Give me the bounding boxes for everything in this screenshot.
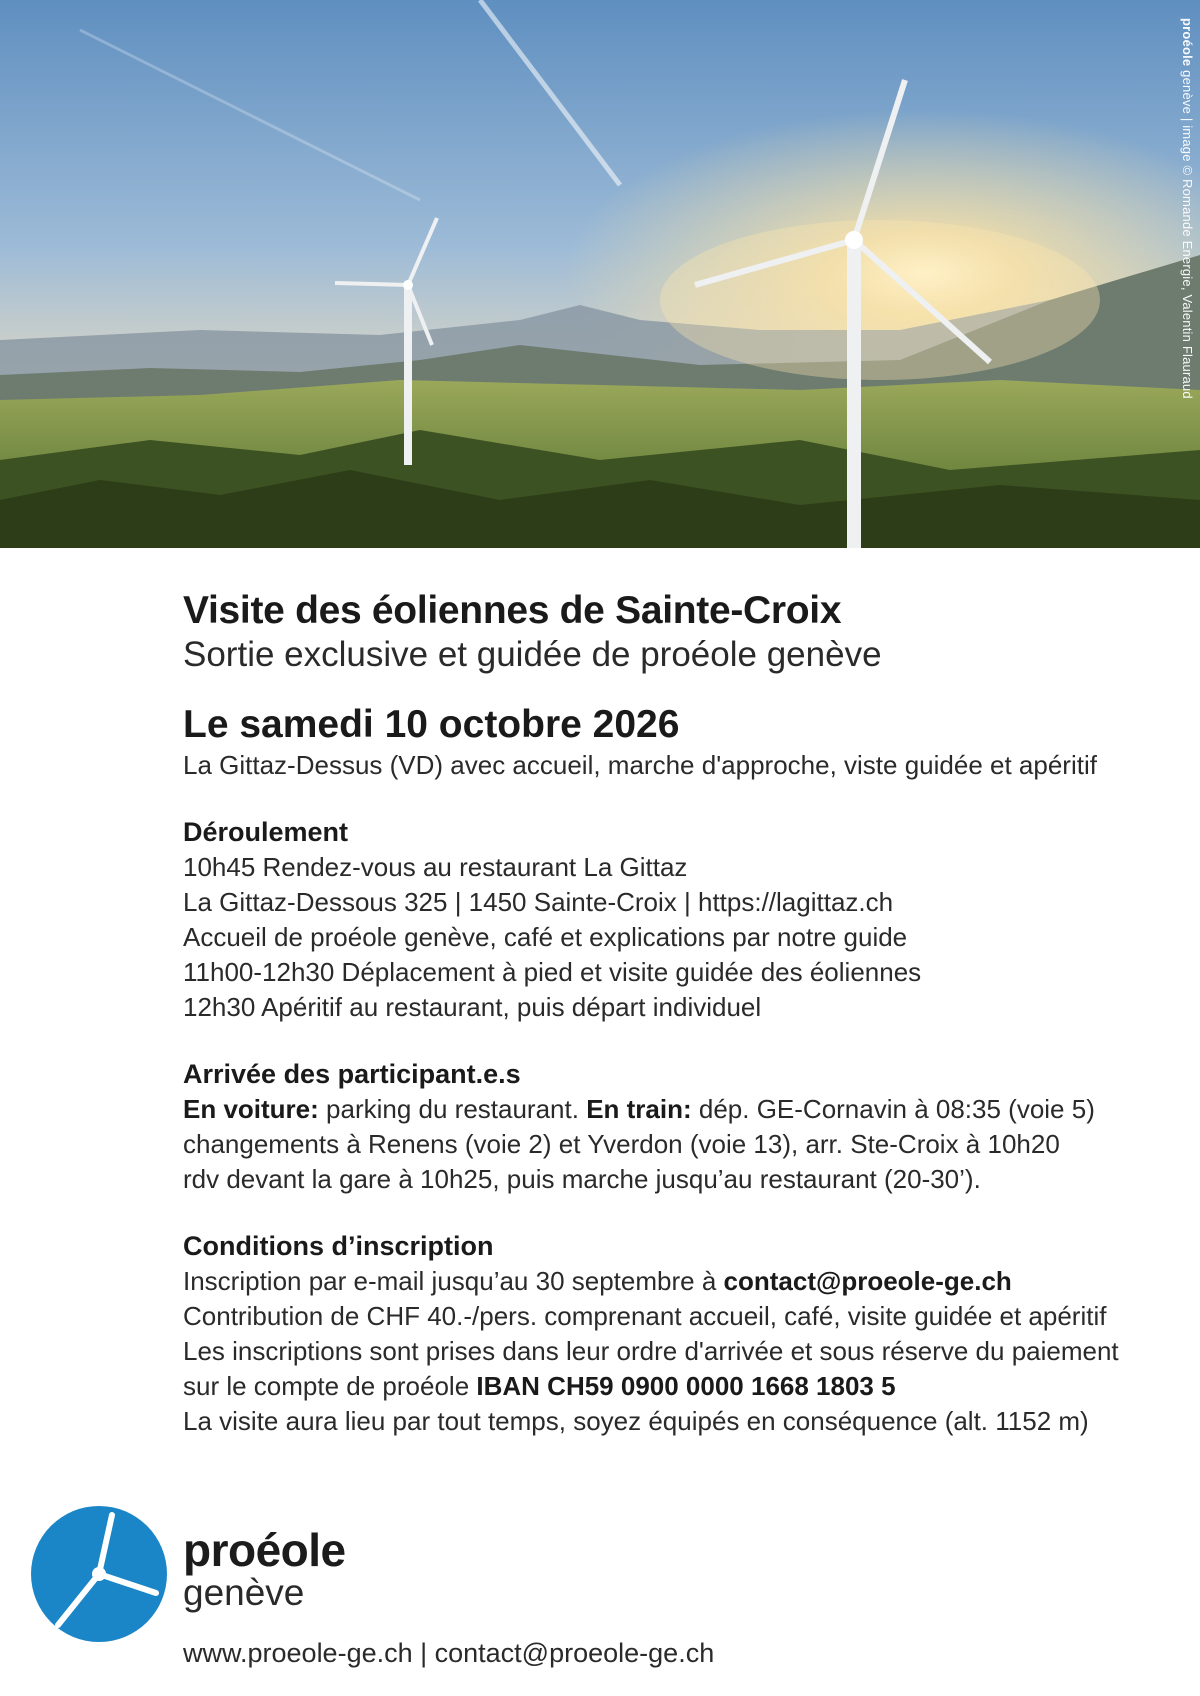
brand-name-line2: genève: [183, 1572, 305, 1613]
brand-name: [183, 1526, 346, 1612]
train-label: En train:: [586, 1094, 692, 1124]
event-subtitle: Sortie exclusive et guidée de proéole genève: [183, 635, 882, 674]
section-deroulement: [183, 815, 1163, 1025]
deroulement-line: Accueil de proéole genève, café et explications par notre guide: [183, 922, 908, 952]
deroulement-line: 10h45 Rendez-vous au restaurant La Gittaz: [183, 852, 688, 882]
conditions-line: Inscription par e-mail jusqu’au 30 septembre à contact@proeole-ge.ch: [183, 1266, 1012, 1296]
deroulement-line: 12h30 Apéritif au restaurant, puis départ individuel: [183, 992, 762, 1022]
brand-name-line1: proéole: [183, 1524, 346, 1576]
iban: IBAN CH59 0900 0000 1668 1803 5: [476, 1371, 896, 1401]
deroulement-line: La Gittaz-Dessous 325 | 1450 Sainte-Croix | https://lagittaz.ch: [183, 887, 894, 917]
car-label: En voiture:: [183, 1094, 319, 1124]
arrivee-line: changements à Renens (voie 2) et Yverdon (voie 13), arr. Ste-Croix à 10h20: [183, 1129, 1060, 1159]
section-conditions: [183, 1229, 1163, 1439]
conditions-line: Les inscriptions sont prises dans leur ordre d'arrivée et sous réserve du paiement: [183, 1336, 1119, 1366]
hero-photo: [0, 0, 1200, 548]
arrivee-line: rdv devant la gare à 10h25, puis marche jusqu’au restaurant (20-30’).: [183, 1164, 981, 1194]
hero-landscape-image: [0, 0, 1200, 548]
arrivee-line: En voiture: parking du restaurant. En train: dép. GE-Cornavin à 08:35 (voie 5): [183, 1094, 1095, 1124]
event-date: Le samedi 10 octobre 2026: [183, 703, 680, 746]
footer-contact[interactable]: www.proeole-ge.ch | contact@proeole-ge.ch: [183, 1638, 715, 1668]
arrivee-heading: Arrivée des participant.e.s: [183, 1059, 521, 1089]
contact-email[interactable]: contact@proeole-ge.ch: [723, 1266, 1012, 1296]
photo-credit: proéole genève | image © Romande Energie, Valentin Flauraud: [1180, 18, 1195, 399]
deroulement-heading: Déroulement: [183, 817, 349, 847]
conditions-line: Contribution de CHF 40.-/pers. comprenant accueil, café, visite guidée et apéritif: [183, 1301, 1107, 1331]
event-content: [183, 588, 1163, 1439]
turbine-logo-icon: [30, 1505, 168, 1643]
conditions-line: sur le compte de proéole IBAN CH59 0900 0000 1668 1803 5: [183, 1371, 896, 1401]
event-title: Visite des éoliennes de Sainte-Croix: [183, 589, 842, 632]
conditions-heading: Conditions d’inscription: [183, 1231, 494, 1261]
deroulement-line: 11h00-12h30 Déplacement à pied et visite guidée des éoliennes: [183, 957, 922, 987]
event-location: La Gittaz-Dessus (VD) avec accueil, marche d'approche, viste guidée et apéritif: [183, 750, 1097, 780]
section-arrivee: [183, 1057, 1163, 1197]
conditions-line: La visite aura lieu par tout temps, soyez équipés en conséquence (alt. 1152 m): [183, 1406, 1089, 1436]
